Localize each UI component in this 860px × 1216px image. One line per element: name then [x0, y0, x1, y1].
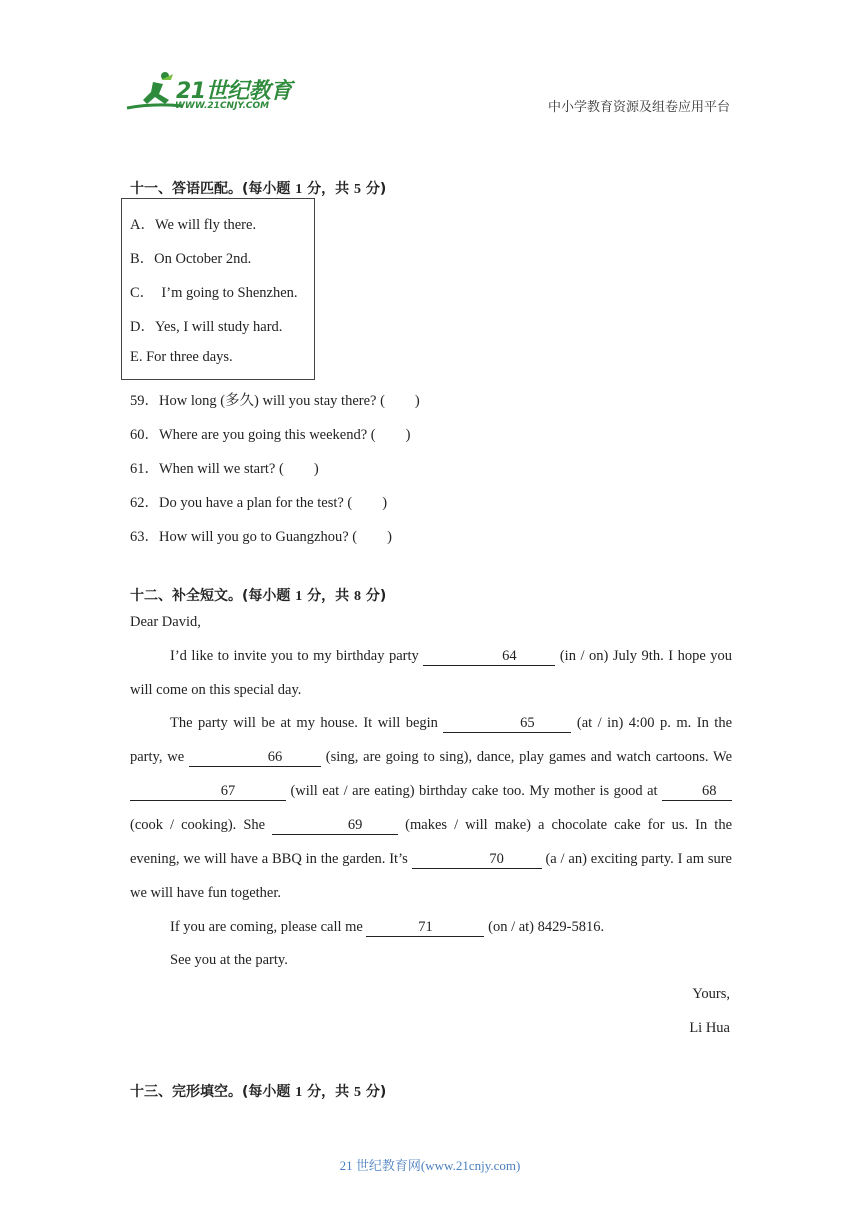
question-62: 62．Do you have a plan for the test? ( )	[130, 495, 388, 511]
option-e: E. For three days.	[130, 349, 233, 365]
blank-67[interactable]: 67	[130, 782, 286, 801]
blank-65[interactable]: 65	[443, 714, 571, 733]
letter-paragraph-4: See you at the party.	[170, 952, 288, 968]
letter-paragraph-1: I’d like to invite you to my birthday party 64 (in / on) July 9th. I hope you will come on this special day.	[130, 648, 733, 698]
option-d: D．Yes, I will study hard.	[130, 319, 283, 335]
blank-64[interactable]: 64	[423, 647, 555, 666]
blank-69[interactable]: 69	[272, 816, 398, 835]
blank-71[interactable]: 71	[366, 918, 484, 937]
header-platform-text: 中小学教育资源及组卷应用平台	[547, 100, 730, 115]
footer-link[interactable]: 21 世纪教育网(www.21cnjy.com)	[339, 1158, 521, 1173]
blank-70[interactable]: 70	[412, 850, 542, 869]
section-13-title: 十三、完形填空。(每小题 1 分，共 5 分)	[130, 1084, 387, 1100]
question-63: 63．How will you go to Guangzhou? ( )	[130, 529, 392, 545]
letter-paragraph-3: If you are coming, please call me 71 (on / at) 8429-5816.	[170, 919, 605, 935]
blank-66[interactable]: 66	[189, 748, 321, 767]
letter-signature: Li Hua	[689, 1020, 730, 1036]
blank-68[interactable]: 68	[662, 782, 732, 801]
option-a: A．We will fly there.	[130, 217, 257, 233]
section-12-title: 十二、补全短文。(每小题 1 分，共 8 分)	[130, 588, 387, 604]
letter-paragraph-2: The party will be at my house. It will begin 65 (at / in) 4:00 p. m. In the party, we 66 (sing, are going to sing), dance, play games and watch cartoons. We 67 (will eat / are eating) birthday cake too. My mother is good at 68 (cook / cooking). She 69 (makes / will make) a chocolate cake for us. In the evening, we will have a BBQ in the garden. It’s 70 (a / an) exciting party. I am sure we will have fun together.	[130, 715, 733, 901]
letter-greeting: Dear David,	[130, 614, 201, 630]
question-61: 61．When will we start? ( )	[130, 461, 319, 477]
logo-url: WWW.21CNJY.COM	[175, 101, 270, 111]
letter-closing: Yours,	[692, 986, 730, 1002]
option-b: B．On October 2nd.	[130, 251, 252, 267]
logo-text: 21世纪教育	[176, 79, 292, 104]
question-59: 59．How long (多久) will you stay there? ( )	[130, 393, 420, 409]
option-c: C． I’m going to Shenzhen.	[130, 285, 298, 301]
question-60: 60．Where are you going this weekend? ( )	[130, 427, 411, 443]
section-11-title: 十一、答语匹配。(每小题 1 分，共 5 分)	[130, 181, 387, 197]
